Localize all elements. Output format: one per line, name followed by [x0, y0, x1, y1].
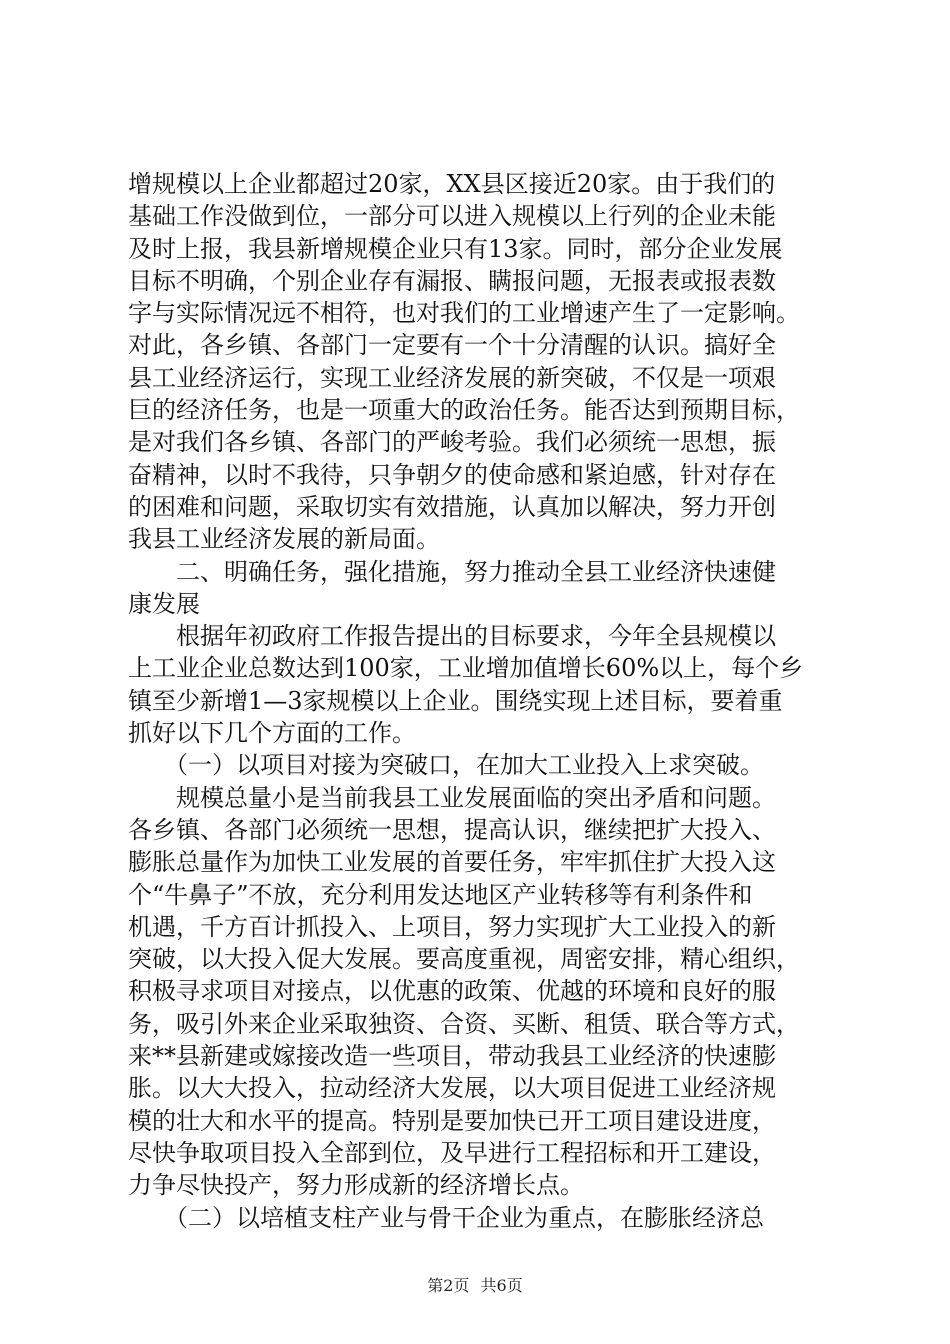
text-line: 规模总量小是当前我县工业发展面临的突出矛盾和问题。 — [128, 783, 776, 812]
text-line: 对此，各乡镇、各部门一定要有一个十分清醒的认识。搞好全 — [128, 331, 776, 360]
text-line: 字与实际情况远不相符，也对我们的工业增速产生了一定影响。 — [128, 299, 800, 328]
page-total: 共6页 — [480, 1276, 523, 1295]
text-line: 突破，以大投入促大发展。要高度重视，周密安排，精心组织， — [128, 945, 800, 974]
text-line: 个“牛鼻子”不放，充分利用发达地区产业转移等有利条件和 — [128, 880, 753, 909]
text-line: 力争尽快投产，努力形成新的经济增长点。 — [128, 1171, 584, 1200]
text-line: 的困难和问题，采取切实有效措施，认真加以解决，努力开创 — [128, 492, 776, 521]
text-line: （一）以项目对接为突破口，在加大工业投入上求突破。 — [128, 751, 764, 780]
text-line: 模的壮大和水平的提高。特别是要加快已开工项目建设进度， — [128, 1106, 776, 1135]
text-line: 尽快争取项目投入全部到位，及早进行工程招标和开工建设， — [128, 1138, 776, 1167]
text-line: 膨胀总量作为加快工业发展的首要任务，牢牢抓住扩大投入这 — [128, 848, 776, 877]
text-line: 奋精神，以时不我待，只争朝夕的使命感和紧迫感，针对存在 — [128, 460, 776, 489]
text-line: 机遇，千方百计抓投入、上项目，努力实现扩大工业投入的新 — [128, 912, 776, 941]
text-line: 目标不明确，个别企业存有漏报、瞒报问题，无报表或报表数 — [128, 266, 776, 295]
text-line: 镇至少新增1—3家规模以上企业。围绕实现上述目标，要着重 — [128, 686, 783, 715]
text-line: 我县工业经济发展的新局面。 — [128, 525, 440, 554]
text-line: 是对我们各乡镇、各部门的严峻考验。我们必须统一思想，振 — [128, 428, 776, 457]
page-number: 第2页 — [427, 1276, 470, 1295]
text-line: （二）以培植支柱产业与骨干企业为重点，在膨胀经济总 — [128, 1203, 764, 1232]
text-line: 及时上报，我县新增规模企业只有13家。同时，部分企业发展 — [128, 234, 783, 263]
text-line: 胀。以大大投入，拉动经济大发展，以大项目促进工业经济规 — [128, 1074, 776, 1103]
text-line: 各乡镇、各部门必须统一思想，提高认识，继续把扩大投入、 — [128, 815, 776, 844]
page-footer — [0, 1276, 950, 1296]
text-line: 基础工作没做到位，一部分可以进入规模以上行列的企业未能 — [128, 202, 776, 231]
text-line: 务，吸引外来企业采取独资、合资、买断、租赁、联合等方式， — [128, 1009, 800, 1038]
document-body — [128, 168, 840, 1234]
text-line: 来**县新建或嫁接改造一些项目，带动我县工业经济的快速膨 — [128, 1042, 776, 1071]
text-line: 县工业经济运行，实现工业经济发展的新突破，不仅是一项艰 — [128, 363, 776, 392]
text-line: 根据年初政府工作报告提出的目标要求，今年全县规模以 — [128, 622, 776, 651]
text-line: 巨的经济任务，也是一项重大的政治任务。能否达到预期目标， — [128, 396, 800, 425]
text-line: 上工业企业总数达到100家，工业增加值增长60%以上，每个乡 — [128, 654, 804, 683]
text-line: 康发展 — [128, 589, 200, 618]
text-line: 抓好以下几个方面的工作。 — [128, 719, 416, 748]
text-line: 二、明确任务，强化措施，努力推动全县工业经济快速健 — [128, 557, 776, 586]
text-line: 积极寻求项目对接点，以优惠的政策、优越的环境和良好的服 — [128, 977, 776, 1006]
text-line: 增规模以上企业都超过20家，XX县区接近20家。由于我们的 — [128, 170, 776, 198]
